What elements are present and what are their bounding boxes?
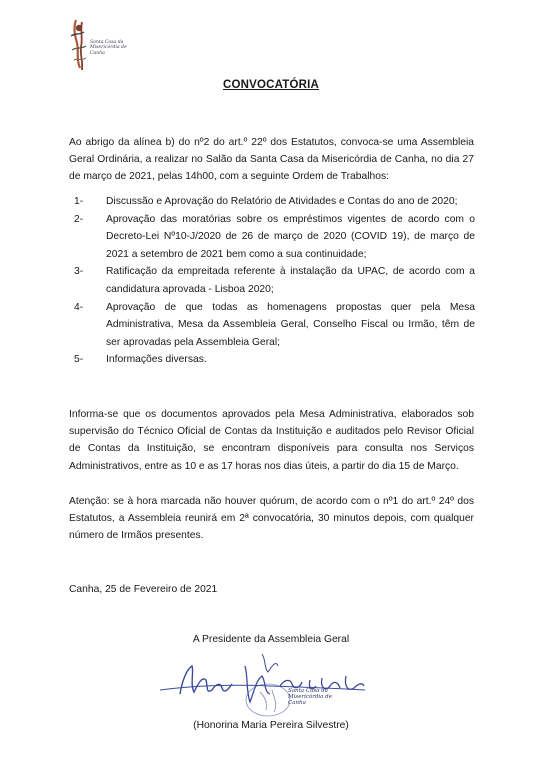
info-paragraph: Informa-se que os documentos aprovados pela Mesa Administrativa, elaborados sob supervisão do Técnico Oficial de Contas da Instituição e auditados pelo Revisor Oficial de Contas da Instituição, se encontram disponíveis para consulta nos Serviços Administrativos, entre as 10 e as 17 horas nos dias úteis, a partir do dia 15 de Março. — [69, 409, 474, 472]
signatory-name: (Honorina Maria Pereira Silvestre) — [193, 720, 349, 731]
list-item — [69, 299, 475, 352]
agenda-number: 2- — [74, 213, 84, 225]
agenda-text: Aprovação das moratórias sobre os empréstimos vigentes de acordo com o Decreto-Lei Nº10-J/2020 de 26 de março de 2020 (COVID 19), de março de 2021 a setembro de 2021 bem como a sua continuidade; — [106, 213, 475, 260]
stamp-caption: Santa Casa da Misericórdia de Canha — [288, 688, 332, 706]
agenda-number: 5- — [74, 354, 84, 366]
agenda-list — [69, 193, 475, 369]
agenda-text: Ratificação da empreitada referente à instalação da UPAC, de acordo com a candidatura aprovada - Lisboa 2020; — [106, 266, 475, 295]
intro-paragraph: Ao abrigo da alínea b) do nº2 do art.º 22º dos Estatutos, convoca-se uma Assembleia Geral Ordinária, a realizar no Salão da Santa Casa da Misericórdia de Canha, no dia 27 de março de 2021, pelas 14h00, com a seguinte Ordem de Trabalhos: — [69, 137, 474, 183]
agenda-number: 1- — [74, 196, 84, 207]
list-item — [69, 193, 475, 211]
warning-paragraph: Atenção: se à hora marcada não houver quórum, de acordo com o nº1 do art.º 24º dos Estatutos, a Assembleia reunirá em 2ª convocatória, 30 minutos depois, com qualquer número de Irmãos presentes. — [69, 496, 474, 542]
agenda-number: 4- — [74, 301, 84, 313]
agenda-text: Discussão e Aprovação do Relatório de Atividades e Contas do ano de 2020; — [106, 196, 458, 207]
page-title: CONVOCATÓRIA — [222, 79, 320, 91]
date-line: Canha, 25 de Fevereiro de 2021 — [69, 584, 218, 595]
agenda-text: Aprovação de que todas as homenagens propostas quer pela Mesa Administrativa, Mesa da Assembleia Geral, Conselho Fiscal ou Irmão, têm de ser aprovadas pela Assembleia Geral; — [106, 301, 475, 348]
list-item — [69, 263, 475, 298]
agenda-number: 3- — [74, 266, 84, 278]
list-item — [69, 211, 475, 264]
logo-caption: Santa Casa da Misericórdia de Canha — [90, 40, 127, 56]
signature-role: A Presidente da Assembleia Geral — [192, 634, 350, 645]
list-item — [69, 351, 475, 369]
handwritten-signature — [150, 646, 390, 726]
agenda-text: Informações diversas. — [106, 354, 207, 366]
